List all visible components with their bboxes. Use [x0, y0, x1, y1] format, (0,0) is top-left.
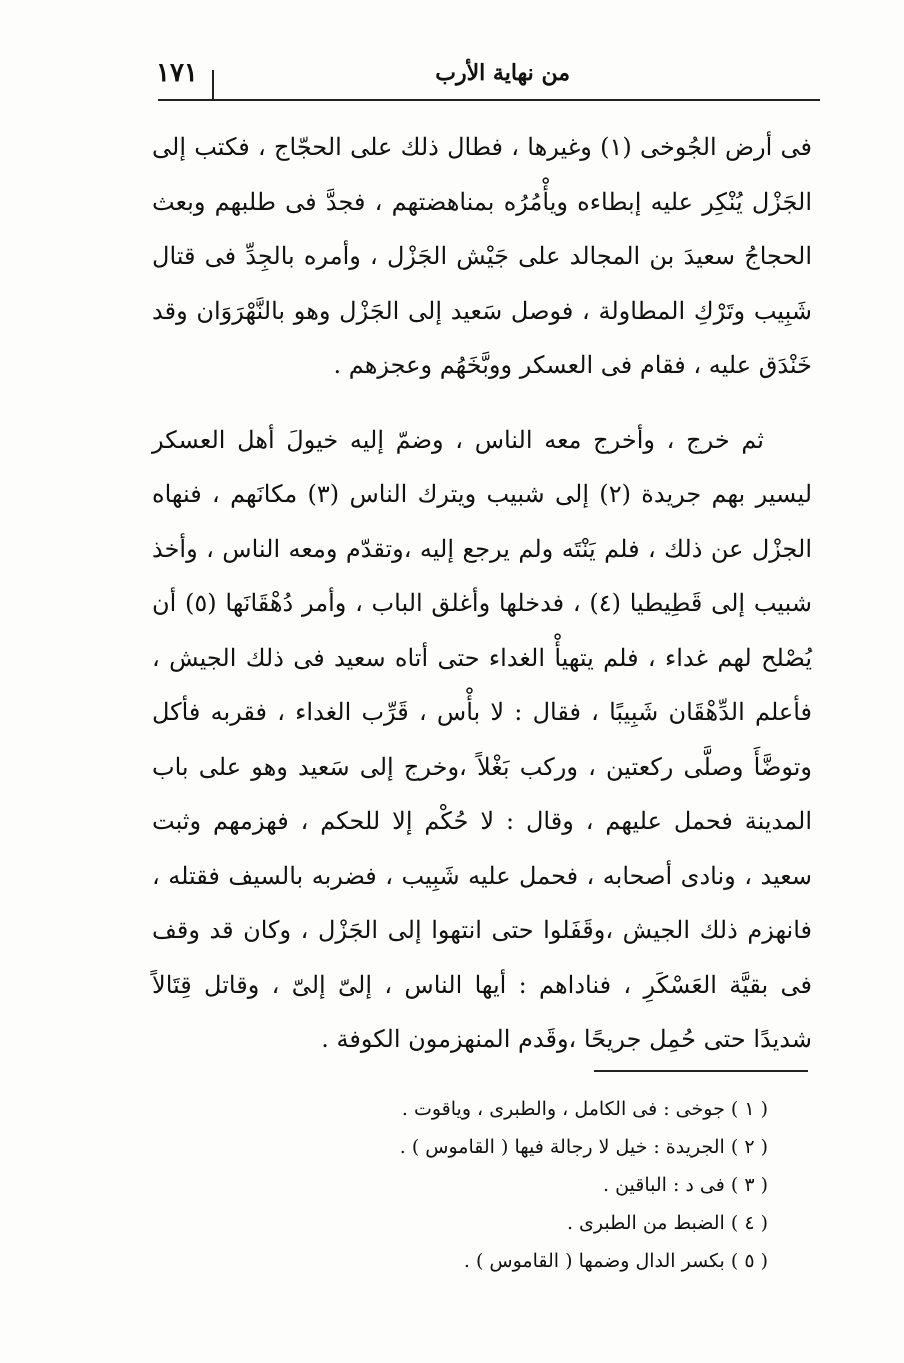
paragraph-2: ثم خرج ، وأخرج معه الناس ، وضمّ إليه خيولَ أهل العسكر ليسير بهم جريدة (٢) إلى شبيب ويترك الناس (٣) مكانَهم ، فنهاه الجزْل عن ذلك ، فلم يَنْتَه ولم يرجع إليه ،وتقدّم ومعه الناس ، وأخذ شبيب إلى قَطِيطيا (٤) ، فدخلها وأغلق الباب ، وأمر دُهْقَانَها (٥) أن يُصْلح لهم غداء ، فلم يتهيأْ الغداء حتى أتاه سعيد فى ذلك الجيش ، فأعلم الدِّهْقَان شَبِيبًا ، فقال : لا بأْس ، قَرِّب الغداء ، فقربه فأكل وتوضَّأَ وصلَّى ركعتين ، وركب بَغْلاً ،وخرج إلى سَعيد وهو على باب المدينة فحمل عليهم ، وقال : لا حُكْم إلا للحكم ، فهزمهم وثبت سعيد ، ونادى أصحابه ، فحمل عليه شَبِيب ، فضربه بالسيف فقتله ، فانهزم ذلك الجيش ،وقَفَلوا حتى انتهوا إلى الجَزْل ، وكان قد وقف فى بقيَّة العَسْكَرِ ، فناداهم : أيها الناس ، إلىّ إلىّ ، وقاتل قِتَالاً شديدًا حتى حُمِل جريحًا ،وقَدم المنهزمون الكوفة .	[152, 425, 813, 1053]
page-number: ١٧١	[156, 58, 198, 88]
header-divider-tick	[212, 70, 214, 100]
footnote-3: ( ٣ ) فى د : الباقين .	[602, 1174, 768, 1196]
footnote-5: ( ٥ ) بكسر الدال وضمها ( القاموس ) .	[463, 1250, 768, 1272]
paragraph-1: فى أرض الجُوخى (١) وغيرها ، فطال ذلك على الحجّاج ، فكتب إلى الجَزْل يُنْكِر عليه إبطاءه ويأْمُرُه بمناهضتهم ، فجدَّ فى طلبهم وبعث الحجاجُ سعيدَ بن المجالد على جَيْش الجَزْل ، وأمره بالجِدِّ فى قتال شَبِيب وتَرْكِ المطاولة ، فوصل سَعيد إلى الجَزْل وهو بالنَّهْرَوَان وقد خَنْدَق عليه ، فقام فى العسكر ووبَّخَهُم وعجزهم .	[152, 133, 812, 379]
footnote-1: ( ١ ) جوخى : فى الكامل ، والطبرى ، وياقوت .	[401, 1098, 768, 1120]
footnotes	[300, 1090, 768, 1280]
header-rule	[158, 99, 820, 101]
running-header	[152, 52, 820, 100]
main-text	[152, 120, 812, 1067]
footnote-4: ( ٤ ) الضبط من الطبرى .	[566, 1212, 768, 1234]
footnote-2: ( ٢ ) الجريدة : خيل لا رجالة فيها ( القاموس ) .	[399, 1136, 768, 1158]
running-title: من نهاية الأرب	[435, 60, 570, 86]
footnote-separator	[594, 1070, 808, 1072]
